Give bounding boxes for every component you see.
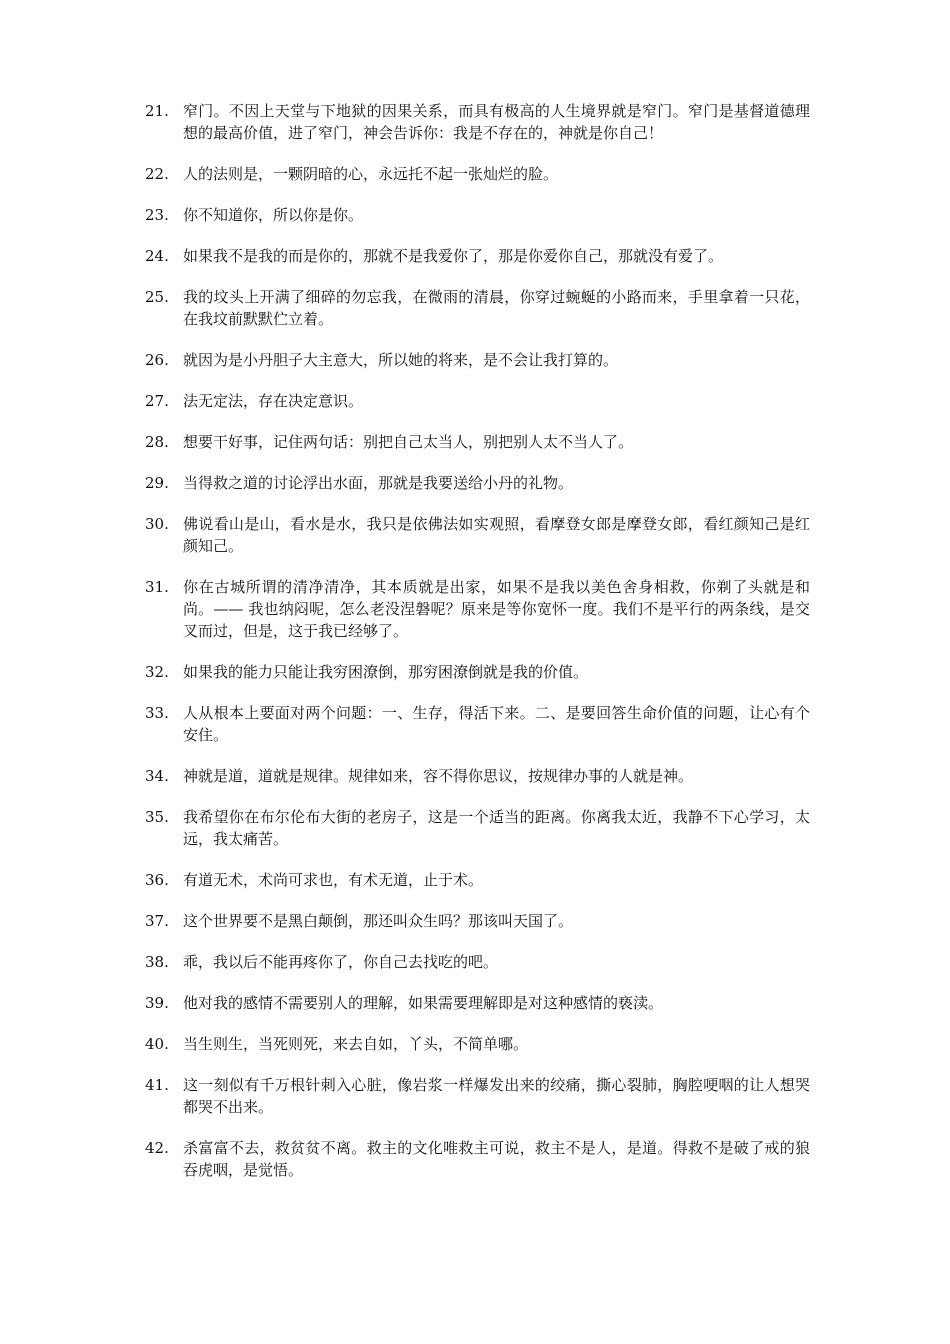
item-number: 32. [145, 663, 169, 681]
list-item [145, 1074, 810, 1118]
list-item [145, 513, 810, 557]
item-number: 31. [145, 578, 169, 596]
item-number: 28. [145, 433, 169, 451]
item-text: 如果我的能力只能让我穷困潦倒，那穷困潦倒就是我的价值。 [183, 663, 589, 681]
list-item [145, 910, 810, 932]
item-number: 26. [145, 351, 169, 369]
list-item [145, 100, 810, 144]
item-number: 37. [145, 912, 169, 930]
item-number: 41. [145, 1076, 169, 1094]
item-text: 有道无术，术尚可求也，有术无道，止于术。 [183, 871, 484, 889]
item-text: 乖，我以后不能再疼你了，你自己去找吃的吧。 [183, 953, 499, 971]
item-number: 25. [145, 288, 169, 306]
item-number: 36. [145, 871, 169, 889]
item-text: 人的法则是，一颗阴暗的心，永远托不起一张灿烂的脸。 [183, 165, 559, 183]
item-text: 人从根本上要面对两个问题：一、生存，得活下来。二、是要回答生命价值的问题，让心有个安住。 [183, 704, 810, 744]
list-item [145, 204, 810, 226]
item-number: 30. [145, 515, 169, 533]
item-text: 我的坟头上开满了细碎的勿忘我，在微雨的清晨，你穿过蜿蜒的小路而来，手里拿着一只花，在我坟前默默伫立着。 [183, 288, 810, 328]
list-item [145, 1033, 810, 1055]
item-number: 29. [145, 474, 169, 492]
item-number: 39. [145, 994, 169, 1012]
list-item [145, 163, 810, 185]
item-number: 33. [145, 704, 169, 722]
list-item [145, 869, 810, 891]
list-item [145, 1137, 810, 1181]
item-number: 42. [145, 1139, 169, 1157]
item-text: 当得救之道的讨论浮出水面，那就是我要送给小丹的礼物。 [183, 474, 574, 492]
item-number: 21. [145, 102, 169, 120]
document-page [145, 100, 810, 1200]
list-item [145, 951, 810, 973]
item-number: 23. [145, 206, 169, 224]
item-text: 杀富富不去，救贫贫不离。救主的文化唯救主可说，救主不是人，是道。得救不是破了戒的狼吞虎咽，是觉悟。 [183, 1139, 810, 1179]
list-item [145, 390, 810, 412]
list-item [145, 472, 810, 494]
item-text: 法无定法，存在决定意识。 [183, 392, 364, 410]
list-item [145, 245, 810, 267]
item-number: 22. [145, 165, 169, 183]
item-number: 35. [145, 808, 169, 826]
item-text: 你不知道你，所以你是你。 [183, 206, 364, 224]
item-number: 38. [145, 953, 169, 971]
list-item [145, 765, 810, 787]
item-text: 这个世界要不是黑白颠倒，那还叫众生吗？那该叫天国了。 [183, 912, 574, 930]
item-text: 我希望你在布尔伦布大街的老房子，这是一个适当的距离。你离我太近，我静不下心学习，太远，我太痛苦。 [183, 808, 810, 848]
list-item [145, 286, 810, 330]
item-text: 你在古城所谓的清净清净，其本质就是出家，如果不是我以美色舍身相救，你剃了头就是和尚。—— 我也纳闷呢，怎么老没涅磐呢？原来是等你宽怀一度。我们不是平行的两条线，是交叉而过，但是，这于我已经够了。 [183, 578, 810, 640]
item-number: 34. [145, 767, 169, 785]
list-item [145, 661, 810, 683]
list-item [145, 576, 810, 642]
item-text: 想要干好事，记住两句话：别把自己太当人，别把别人太不当人了。 [183, 433, 634, 451]
item-text: 神就是道，道就是规律。规律如来，容不得你思议，按规律办事的人就是神。 [183, 767, 694, 785]
item-number: 27. [145, 392, 169, 410]
item-text: 如果我不是我的而是你的，那就不是我爱你了，那是你爱你自己，那就没有爱了。 [183, 247, 724, 265]
item-number: 40. [145, 1035, 169, 1053]
item-text: 佛说看山是山，看水是水，我只是依佛法如实观照，看摩登女郎是摩登女郎，看红颜知己是红颜知己。 [183, 515, 810, 555]
item-text: 他对我的感情不需要别人的理解，如果需要理解即是对这种感情的亵渎。 [183, 994, 664, 1012]
list-item [145, 806, 810, 850]
item-text: 就因为是小丹胆子大主意大，所以她的将来，是不会让我打算的。 [183, 351, 619, 369]
item-text: 当生则生，当死则死，来去自如，丫头，不简单哪。 [183, 1035, 529, 1053]
list-item [145, 702, 810, 746]
item-text: 这一刻似有千万根针刺入心脏，像岩浆一样爆发出来的绞痛，撕心裂肺，胸腔哽咽的让人想哭都哭不出来。 [183, 1076, 810, 1116]
list-item [145, 349, 810, 371]
list-item [145, 431, 810, 453]
item-number: 24. [145, 247, 169, 265]
list-item [145, 992, 810, 1014]
item-text: 窄门。不因上天堂与下地狱的因果关系，而具有极高的人生境界就是窄门。窄门是基督道德理想的最高价值，进了窄门，神会告诉你：我是不存在的，神就是你自己！ [183, 102, 810, 142]
